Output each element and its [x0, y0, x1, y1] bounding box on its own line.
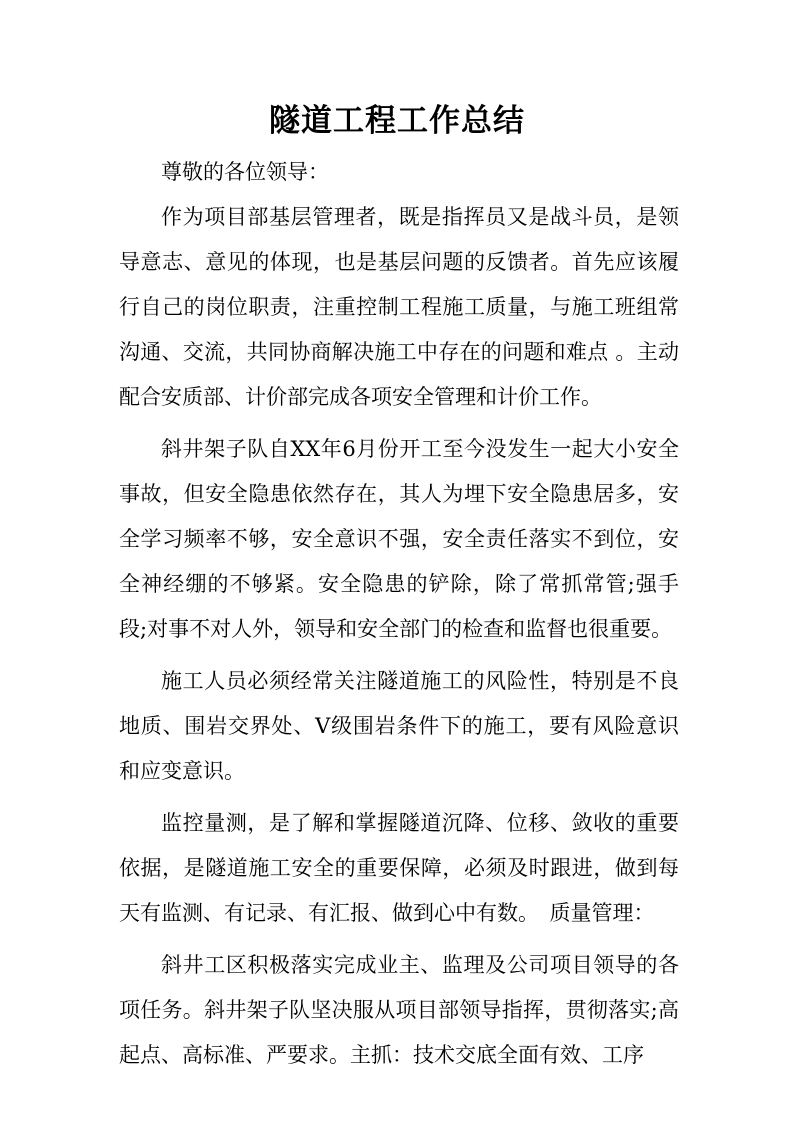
body-paragraph: 作为项目部基层管理者，既是指挥员又是战斗员，是领导意志、意见的体现，也是基层问题的反馈者。首先应该履行自己的岗位职责，注重控制工程施工质量，与施工班组常沟通、交流，共同协商解决施工中存在的问题和难点 。主动配合安质部、计价部完成各项安全管理和计价工作。	[119, 205, 679, 409]
body-paragraph: 施工人员必须经常关注隧道施工的风险性，特别是不良地质、围岩交界处、V级围岩条件下的施工，要有风险意识和应变意识。	[119, 669, 679, 783]
document-title: 隧道工程工作总结	[269, 103, 525, 139]
body-paragraph: 斜井架子队自XX年6月份开工至今没发生一起大小安全事故，但安全隐患依然存在，其人为埋下安全隐患居多，安全学习频率不够，安全意识不强，安全责任落实不到位，安全神经绷的不够紧。安全隐患的铲除，除了常抓常管;强手段;对事不对人外，领导和安全部门的检查和监督也很重要。	[119, 437, 679, 641]
salutation-paragraph: 尊敬的各位领导：	[161, 160, 329, 184]
document-body	[119, 150, 679, 1085]
body-paragraph: 斜井工区积极落实完成业主、监理及公司项目领导的各项任务。斜井架子队坚决服从项目部领导指挥，贯彻落实;高起点、高标准、严要求。主抓：技术交底全面有效、工序	[119, 953, 679, 1067]
body-paragraph: 监控量测，是了解和掌握隧道沉降、位移、敛收的重要依据，是隧道施工安全的重要保障，必须及时跟进，做到每天有监测、有记录、有汇报、做到心中有数。 质量管理：	[119, 811, 679, 925]
